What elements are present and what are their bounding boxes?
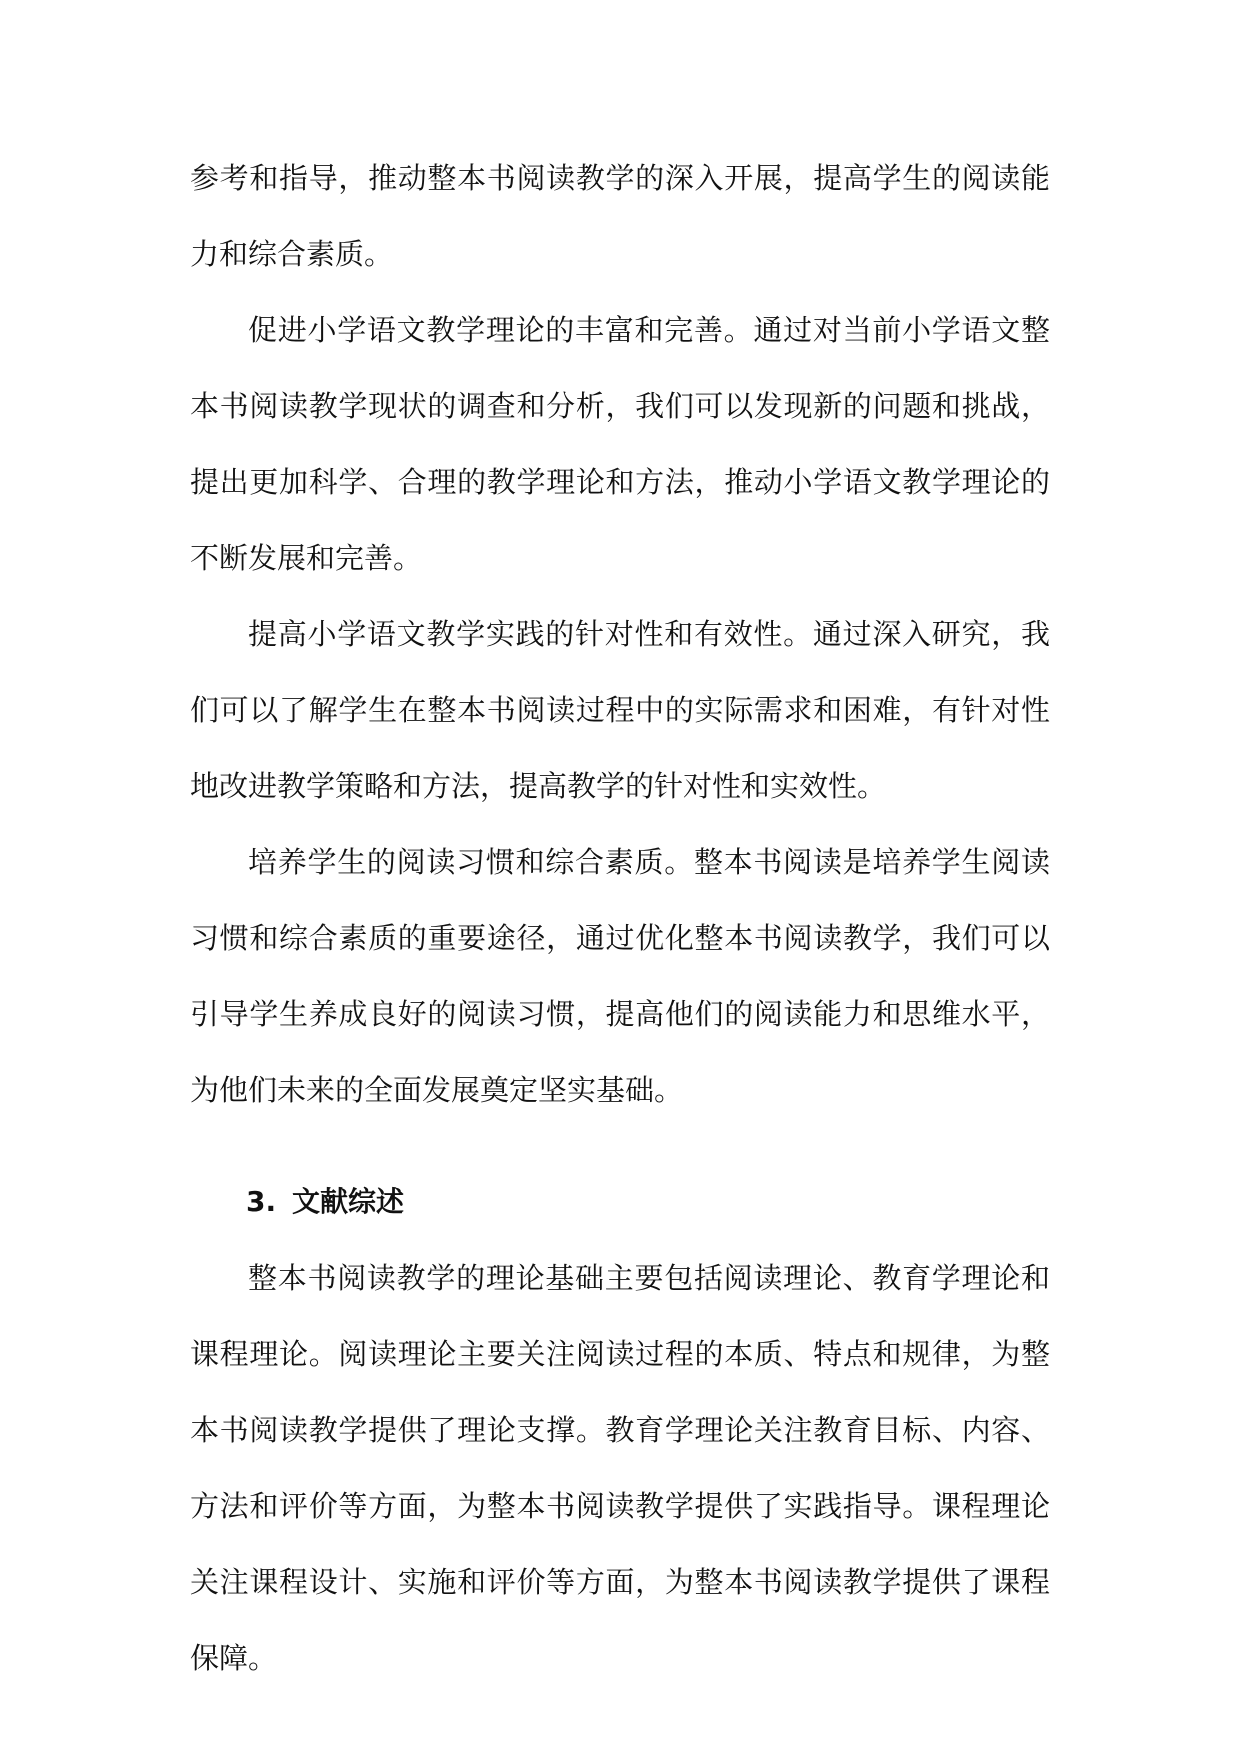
section-title: 文献综述 (292, 1185, 405, 1218)
paragraph-continuation: 参考和指导，推动整本书阅读教学的深入开展，提高学生的阅读能力和综合素质。 (190, 161, 1050, 271)
document-body (190, 140, 1050, 1696)
section-number: 3. (246, 1185, 277, 1218)
section-heading (190, 1164, 1050, 1240)
paragraph-literature-review: 整本书阅读教学的理论基础主要包括阅读理论、教育学理论和课程理论。阅读理论主要关注阅读过程的本质、特点和规律，为整本书阅读教学提供了理论支撑。教育学理论关注教育目标、内容、方法和评价等方面，为整本书阅读教学提供了实践指导。课程理论关注课程设计、实施和评价等方面，为整本书阅读教学提供了课程保障。 (190, 1261, 1050, 1675)
paragraph-practice-effectiveness: 提高小学语文教学实践的针对性和有效性。通过深入研究，我们可以了解学生在整本书阅读过程中的实际需求和困难，有针对性地改进教学策略和方法，提高教学的针对性和实效性。 (190, 617, 1050, 803)
paragraph-reading-habits: 培养学生的阅读习惯和综合素质。整本书阅读是培养学生阅读习惯和综合素质的重要途径，通过优化整本书阅读教学，我们可以引导学生养成良好的阅读习惯，提高他们的阅读能力和思维水平，为他们未来的全面发展奠定坚实基础。 (190, 845, 1050, 1107)
paragraph-theory-enrichment: 促进小学语文教学理论的丰富和完善。通过对当前小学语文整本书阅读教学现状的调查和分析，我们可以发现新的问题和挑战，提出更加科学、合理的教学理论和方法，推动小学语文教学理论的不断发展和完善。 (190, 313, 1050, 575)
